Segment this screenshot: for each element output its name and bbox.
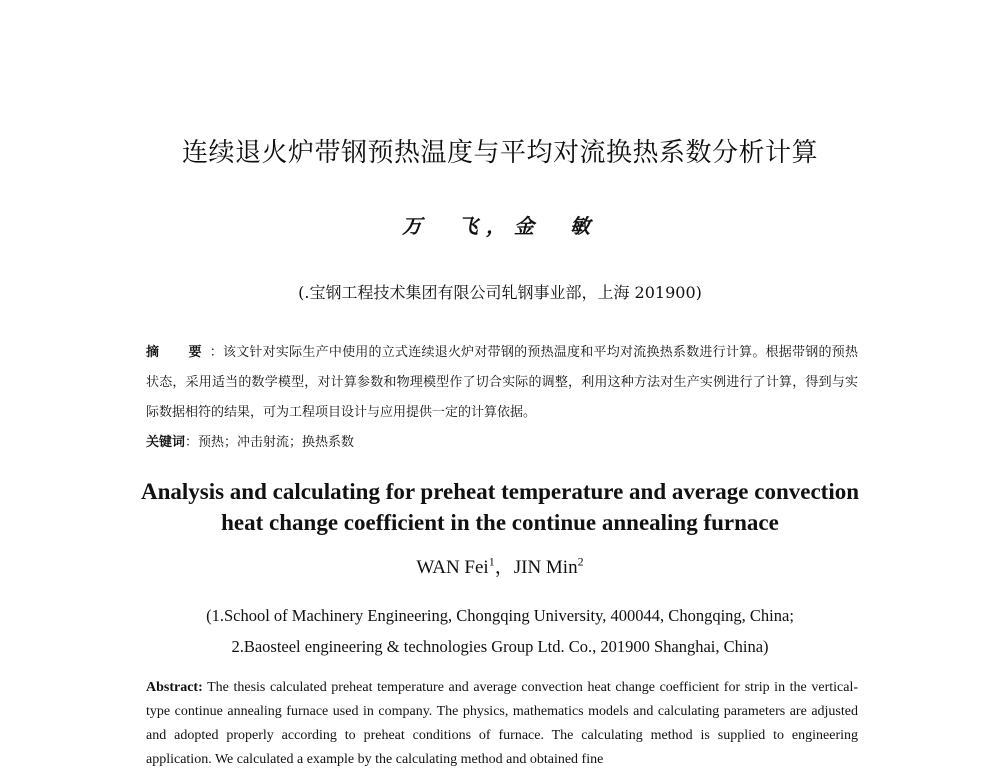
chinese-title: 连续退火炉带钢预热温度与平均对流换热系数分析计算 (181, 138, 818, 168)
english-affiliations (0, 600, 1000, 662)
english-authors (0, 552, 1000, 579)
english-abstract (146, 676, 858, 772)
english-title-line-1: Analysis and calculating for preheat temperature and average convection (140, 479, 860, 504)
author-2-affil-mark: 2 (577, 554, 584, 569)
chinese-keywords-label: 关键词 (146, 435, 186, 450)
english-affiliation-1: (1.School of Machinery Engineering, Chongqing University, 400044, Chongqing, China; (206, 606, 794, 625)
author-1: WAN Fei (416, 557, 489, 578)
english-abstract-text: The thesis calculated preheat temperature and average convection heat change coefficient for strip in the vertical-type continue annealing furnace used in company. The physics, mathematics models and calculating parameters are adjusted and adopted properly according to preheat conditions of furnace. The calculating method is supplied to engineering application. We calculated a example by the calculating method and obtained fine (146, 680, 858, 767)
chinese-authors: 万 飞，金 敏 (402, 214, 598, 238)
chinese-abstract-text: ：该文针对实际生产中使用的立式连续退火炉对带钢的预热温度和平均对流换热系数进行计算。根据带钢的预热状态，采用适当的数学模型，对计算参数和物理模型作了切合实际的调整，利用这种方法对生产实例进行了计算，得到与实际数据相符的结果，可为工程项目设计与应用提供一定的计算依据。 (146, 345, 858, 420)
chinese-keywords (146, 428, 858, 458)
chinese-affiliation: (.宝钢工程技术集团有限公司轧钢事业部，上海 201900) (298, 283, 702, 302)
author-separator: ， (494, 557, 514, 578)
english-abstract-label: Abstract: (146, 680, 203, 695)
english-affiliation-2: 2.Baosteel engineering & technologies Group Ltd. Co., 201900 Shanghai, China) (231, 637, 769, 656)
english-title-line-2: heat change coefficient in the continue annealing furnace (221, 510, 779, 535)
author-1-affil-mark: 1 (488, 554, 495, 569)
chinese-keywords-text: ：预热；冲击射流；换热系数 (185, 435, 355, 450)
english-title (0, 476, 1000, 538)
chinese-abstract-label: 摘 要 (146, 345, 210, 360)
author-2: JIN Min (513, 557, 578, 578)
chinese-abstract (146, 338, 858, 428)
